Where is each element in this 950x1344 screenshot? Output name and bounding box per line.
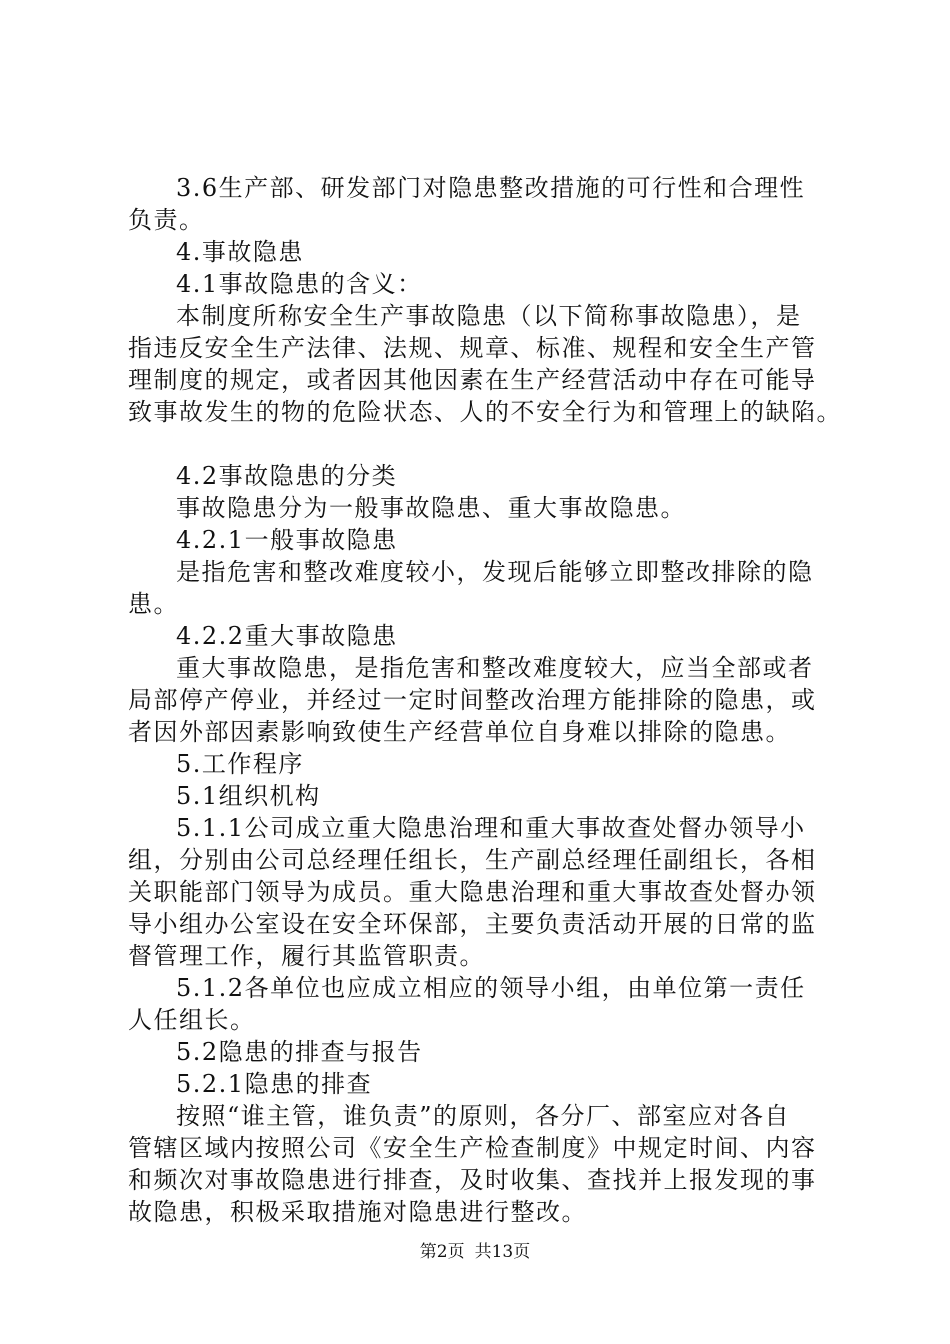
paragraph-gap [128,428,834,460]
page-total: 共13页 [474,1242,531,1262]
paragraph-line: 故隐患，积极采取措施对隐患进行整改。 [128,1198,587,1226]
subsection-heading: 5.2隐患的排查与报告 [176,1038,423,1066]
paragraph-line: 组，分别由公司总经理任组长，生产副总经理任副组长，各相 [128,846,817,874]
paragraph-line: 重大事故隐患，是指危害和整改难度较大，应当全部或者 [176,654,814,682]
paragraph-line: 3.6生产部、研发部门对隐患整改措施的可行性和合理性 [176,174,806,202]
paragraph-line: 按照“谁主管，谁负责”的原则，各分厂、部室应对各自 [176,1102,791,1130]
subsection-heading: 4.2.2重大事故隐患 [176,622,398,650]
subsection-heading: 4.1事故隐患的含义： [176,270,423,298]
paragraph-line: 管辖区域内按照公司《安全生产检查制度》中规定时间、内容 [128,1134,817,1162]
document-body [128,172,842,1228]
paragraph-line: 者因外部因素影响致使生产经营单位自身难以排除的隐患。 [128,718,791,746]
paragraph-line: 导小组办公室设在安全环保部，主要负责活动开展的日常的监 [128,910,817,938]
subsection-heading: 5.2.1隐患的排查 [176,1070,373,1098]
paragraph-line: 患。 [128,590,179,618]
paragraph-line: 负责。 [128,206,205,234]
paragraph-line: 事故隐患分为一般事故隐患、重大事故隐患。 [176,494,686,522]
paragraph-line: 指违反安全生产法律、法规、规章、标准、规程和安全生产管 [128,334,817,362]
page-footer [0,1242,950,1262]
paragraph-line: 关职能部门领导为成员。重大隐患治理和重大事故查处督办领 [128,878,817,906]
paragraph-line: 理制度的规定，或者因其他因素在生产经营活动中存在可能导 [128,366,817,394]
paragraph-line: 是指危害和整改难度较小，发现后能够立即整改排除的隐 [176,558,814,586]
subsection-heading: 4.2事故隐患的分类 [176,462,398,490]
paragraph-line: 局部停产停业，并经过一定时间整改治理方能排除的隐患，或 [128,686,817,714]
section-heading: 4.事故隐患 [176,238,304,266]
subsection-heading: 5.1组织机构 [176,782,321,810]
subsection-heading: 4.2.1一般事故隐患 [176,526,398,554]
paragraph-line: 本制度所称安全生产事故隐患（以下简称事故隐患），是 [176,302,802,330]
paragraph-line: 致事故发生的物的危险状态、人的不安全行为和管理上的缺陷。 [128,398,842,426]
page-number: 第2页 [419,1242,465,1262]
paragraph-line: 5.1.1公司成立重大隐患治理和重大事故查处督办领导小 [176,814,806,842]
paragraph-line: 人任组长。 [128,1006,256,1034]
paragraph-line: 5.1.2各单位也应成立相应的领导小组，由单位第一责任 [176,974,806,1002]
paragraph-line: 督管理工作，履行其监管职责。 [128,942,485,970]
paragraph-line: 和频次对事故隐患进行排查，及时收集、查找并上报发现的事 [128,1166,817,1194]
section-heading: 5.工作程序 [176,750,304,778]
